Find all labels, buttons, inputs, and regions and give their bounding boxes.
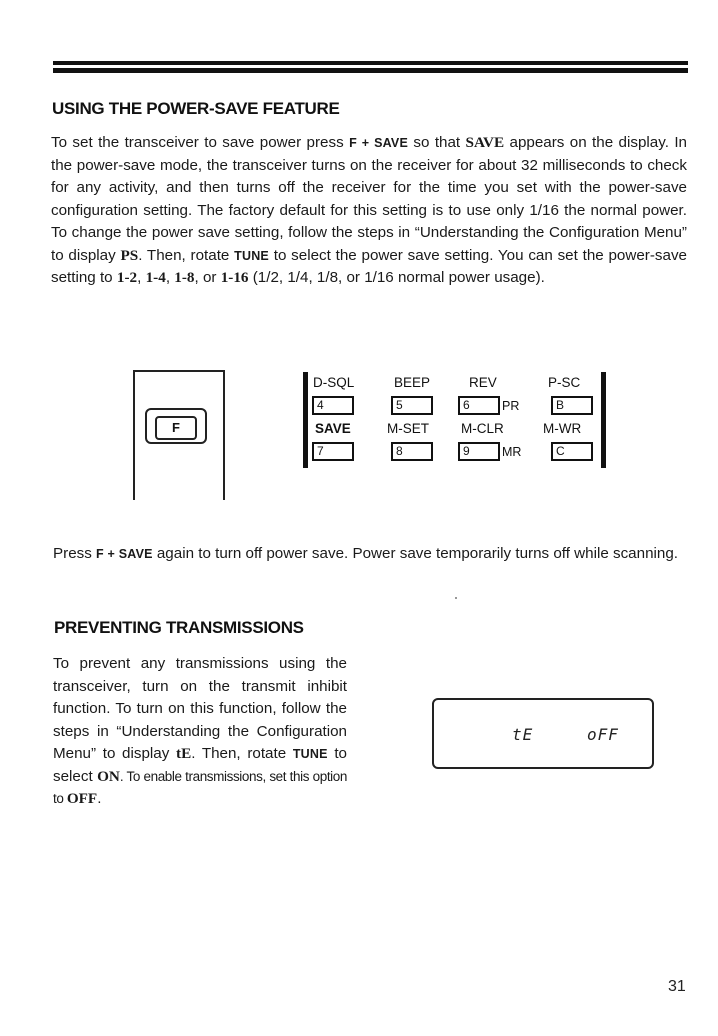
key-6: 6	[458, 396, 500, 415]
key-tune-2: TUNE	[292, 747, 328, 761]
key-label-mr: MR	[502, 445, 522, 459]
key-tune: TUNE	[234, 248, 269, 263]
lcd-te-text: tE	[512, 725, 534, 744]
section-heading-preventing-transmissions: PREVENTING TRANSMISSIONS	[54, 618, 304, 637]
key-label-mclr: M-CLR	[461, 421, 504, 436]
keypad-illustration	[297, 372, 615, 472]
remote-f-key-label: F	[155, 416, 197, 440]
remote-illustration	[133, 370, 223, 500]
key-label-mwr: M-WR	[543, 421, 582, 436]
key-label-save: SAVE	[315, 421, 351, 436]
page-number: 31	[668, 978, 686, 995]
key-7: 7	[312, 442, 354, 461]
lcd-off-text: oFF	[587, 725, 619, 744]
key-f-save: F + SAVE	[349, 136, 408, 150]
power-save-paragraph: To set the transceiver to save power press F + SAVE so that SAVE appears on the display. In the power-save mode, the transceiver turns on the receiver for about 32 milliseconds to check for any activity, and then turns off the receiver for the time you set with the power-save configuration setting. The factory default for this setting is to use only 1/16 the normal power. To change the power save setting, follow the steps in “Understanding the Configuration Menu” to display PS. Then, rotate TUNE to select the power save setting. You can set the power-save setting to 1-2, 1-4, 1-8, or 1-16 (1/2, 1/4, 1/8, or 1/16 normal power usage).	[51, 134, 687, 286]
key-b: B	[551, 396, 593, 415]
speck	[455, 597, 457, 599]
section-heading-power-save: USING THE POWER-SAVE FEATURE	[52, 99, 340, 118]
key-label-dsql: D-SQL	[313, 375, 355, 390]
display-ps-text: PS	[120, 246, 139, 264]
key-8: 8	[391, 442, 433, 461]
top-rule-thick	[53, 68, 688, 73]
display-save-text: SAVE	[465, 134, 505, 151]
key-label-mset: M-SET	[387, 421, 429, 436]
keypad-left-bar	[303, 372, 308, 468]
key-c: C	[551, 442, 593, 461]
lcd-display	[432, 698, 654, 769]
key-label-pr: PR	[502, 399, 520, 413]
transmit-inhibit-paragraph: To prevent any transmissions using the transceiver, turn on the transmit inhibit function. To turn on this function, follow the steps in “Understanding the Configuration Menu” to display tE. Then, rotate TUNE to select ON. To enable transmissions, set this option to OFF.	[53, 655, 348, 807]
display-te-text: tE	[176, 745, 192, 762]
key-5: 5	[391, 396, 433, 415]
key-label-rev: REV	[469, 375, 497, 390]
power-save-off-paragraph: Press F + SAVE again to turn off power save. Power save temporarily turns off while scanning.	[53, 545, 679, 562]
key-label-beep: BEEP	[394, 375, 431, 390]
top-rule-thin	[53, 61, 688, 65]
keypad-right-bar	[601, 372, 606, 468]
key-f-save-2: F + SAVE	[96, 547, 153, 561]
remote-f-key	[145, 408, 207, 444]
key-4: 4	[312, 396, 354, 415]
key-9: 9	[458, 442, 500, 461]
key-label-psc: P-SC	[548, 375, 581, 390]
